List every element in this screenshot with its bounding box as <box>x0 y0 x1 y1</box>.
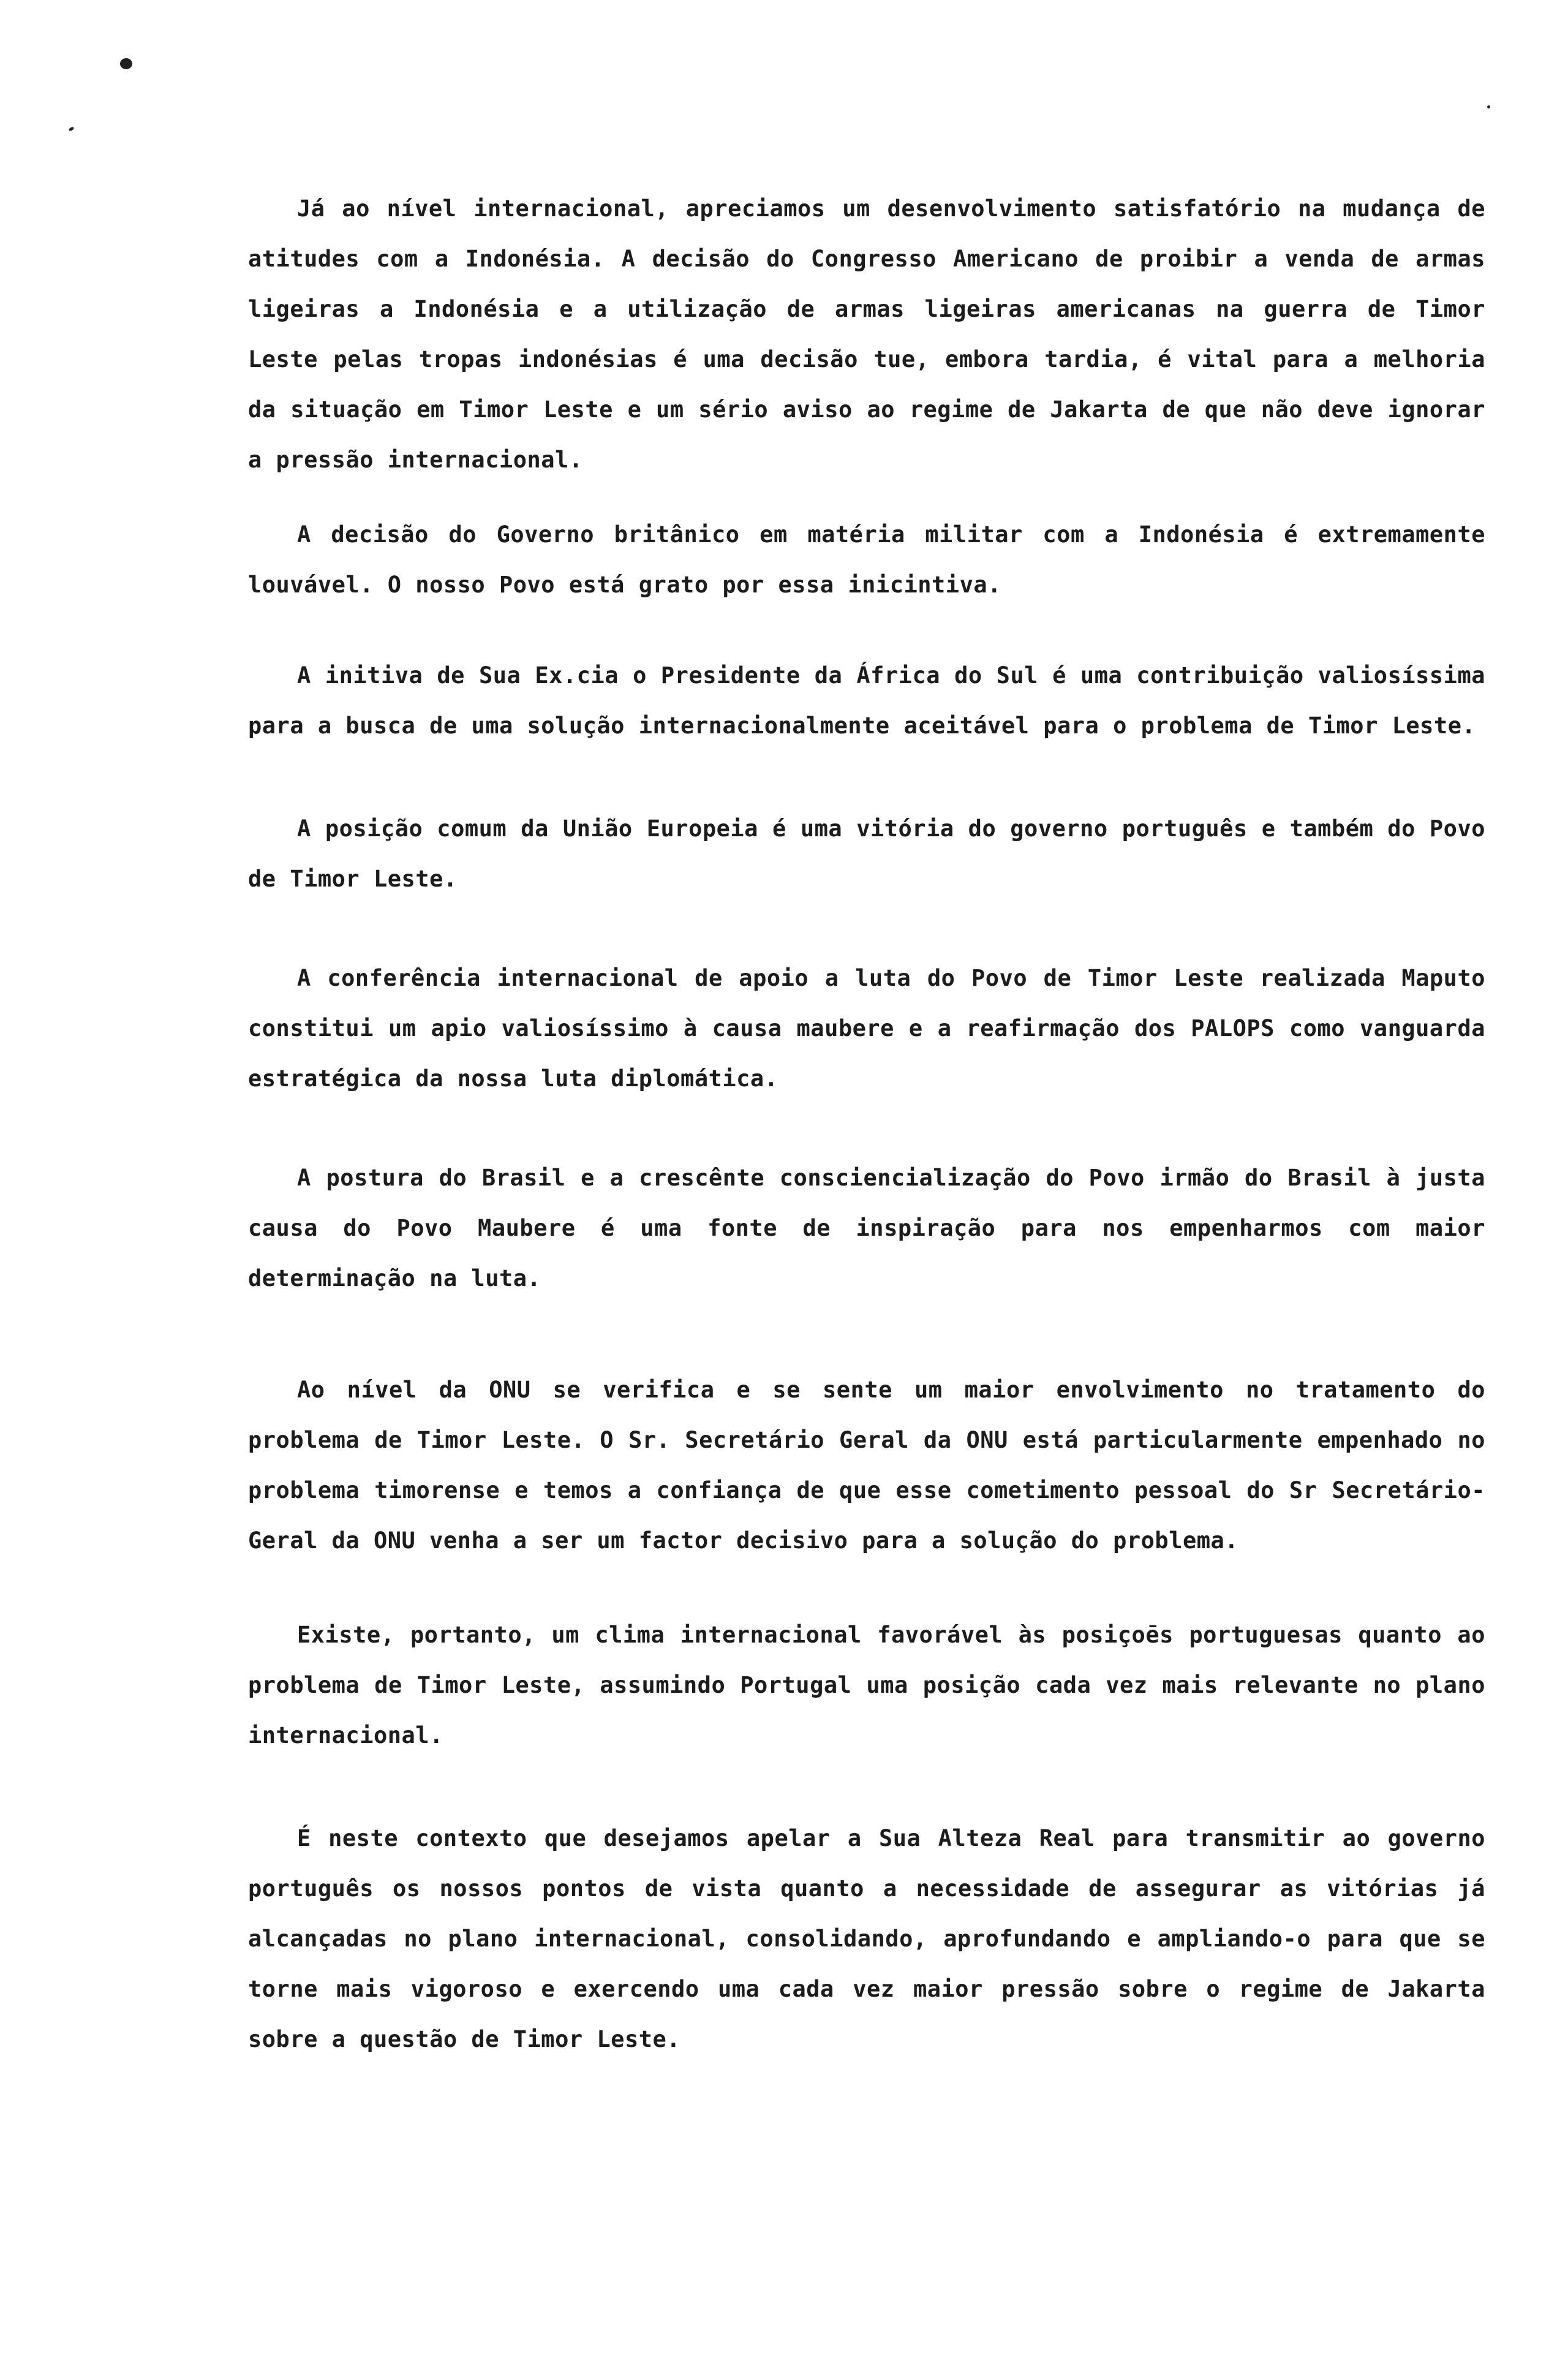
ink-speck <box>1487 105 1490 108</box>
paragraph-maputo-conference: A conferência internacional de apoio a luta do Povo de Timor Leste realizada Maputo constitui um apio valiosíssimo à causa maubere e a reafirmação dos PALOPS como vanguarda estratégica da nossa luta diplomática. <box>248 965 1485 1092</box>
paragraph-un: Ao nível da ONU se verifica e se sente um maior envolvimento no tratamento do problema de Timor Leste. O Sr. Secretário Geral da ONU está particularmente empenhado no problema timorense e temos a confiança de que esse cometimento pessoal do Sr Secretário-Geral da ONU venha a ser um factor decisivo para a solução do problema. <box>248 1377 1485 1554</box>
paragraph-indonesia-attitudes: Já ao nível internacional, apreciamos um desenvolvimento satisfatório na mudança de atitudes com a Indonésia. A decisão do Congresso Americano de proibir a venda de armas ligeiras a Indonésia e a utilização de armas ligeiras americanas na guerra de Timor Leste pelas tropas indonésias é uma decisão tue, embora tardia, é vital para a melhoria da situação em Timor Leste e um sério aviso ao regime de Jakarta de que não deve ignorar a pressão internacional. <box>248 195 1485 473</box>
paragraph-british-government: A decisão do Governo britânico em matéria militar com a Indonésia é extremamente louvável. O nosso Povo está grato por essa inicintiva. <box>248 521 1485 598</box>
paragraph-brazil: A postura do Brasil e a crescênte consciencialização do Povo irmão do Brasil à justa causa do Povo Maubere é uma fonte de inspiração para nos empenharmos com maior determinação na luta. <box>248 1165 1485 1291</box>
paragraph-appeal: É neste contexto que desejamos apelar a Sua Alteza Real para transmitir ao governo português os nossos pontos de vista quanto a necessidade de assegurar as vitórias já alcançadas no plano internacional, consolidando, aprofundando e ampliando-o para que se torne mais vigoroso e exercendo uma cada vez maior pressão sobre o regime de Jakarta sobre a questão de Timor Leste. <box>248 1825 1485 2052</box>
paragraph-south-africa: A initiva de Sua Ex.cia o Presidente da África do Sul é uma contribuição valiosíssima para a busca de uma solução internacionalmente aceitável para o problema de Timor Leste. <box>248 662 1485 739</box>
paragraph-international-climate: Existe, portanto, um clima internacional favorável às posiçoēs portuguesas quanto ao problema de Timor Leste, assumindo Portugal uma posição cada vez mais relevante no plano internacional. <box>248 1622 1485 1749</box>
document-body <box>248 184 1485 2065</box>
paragraph-european-union: A posição comum da União Europeia é uma vitória do governo português e também do Povo de Timor Leste. <box>248 815 1485 892</box>
ink-speck <box>68 126 74 132</box>
ink-speck <box>120 58 132 69</box>
